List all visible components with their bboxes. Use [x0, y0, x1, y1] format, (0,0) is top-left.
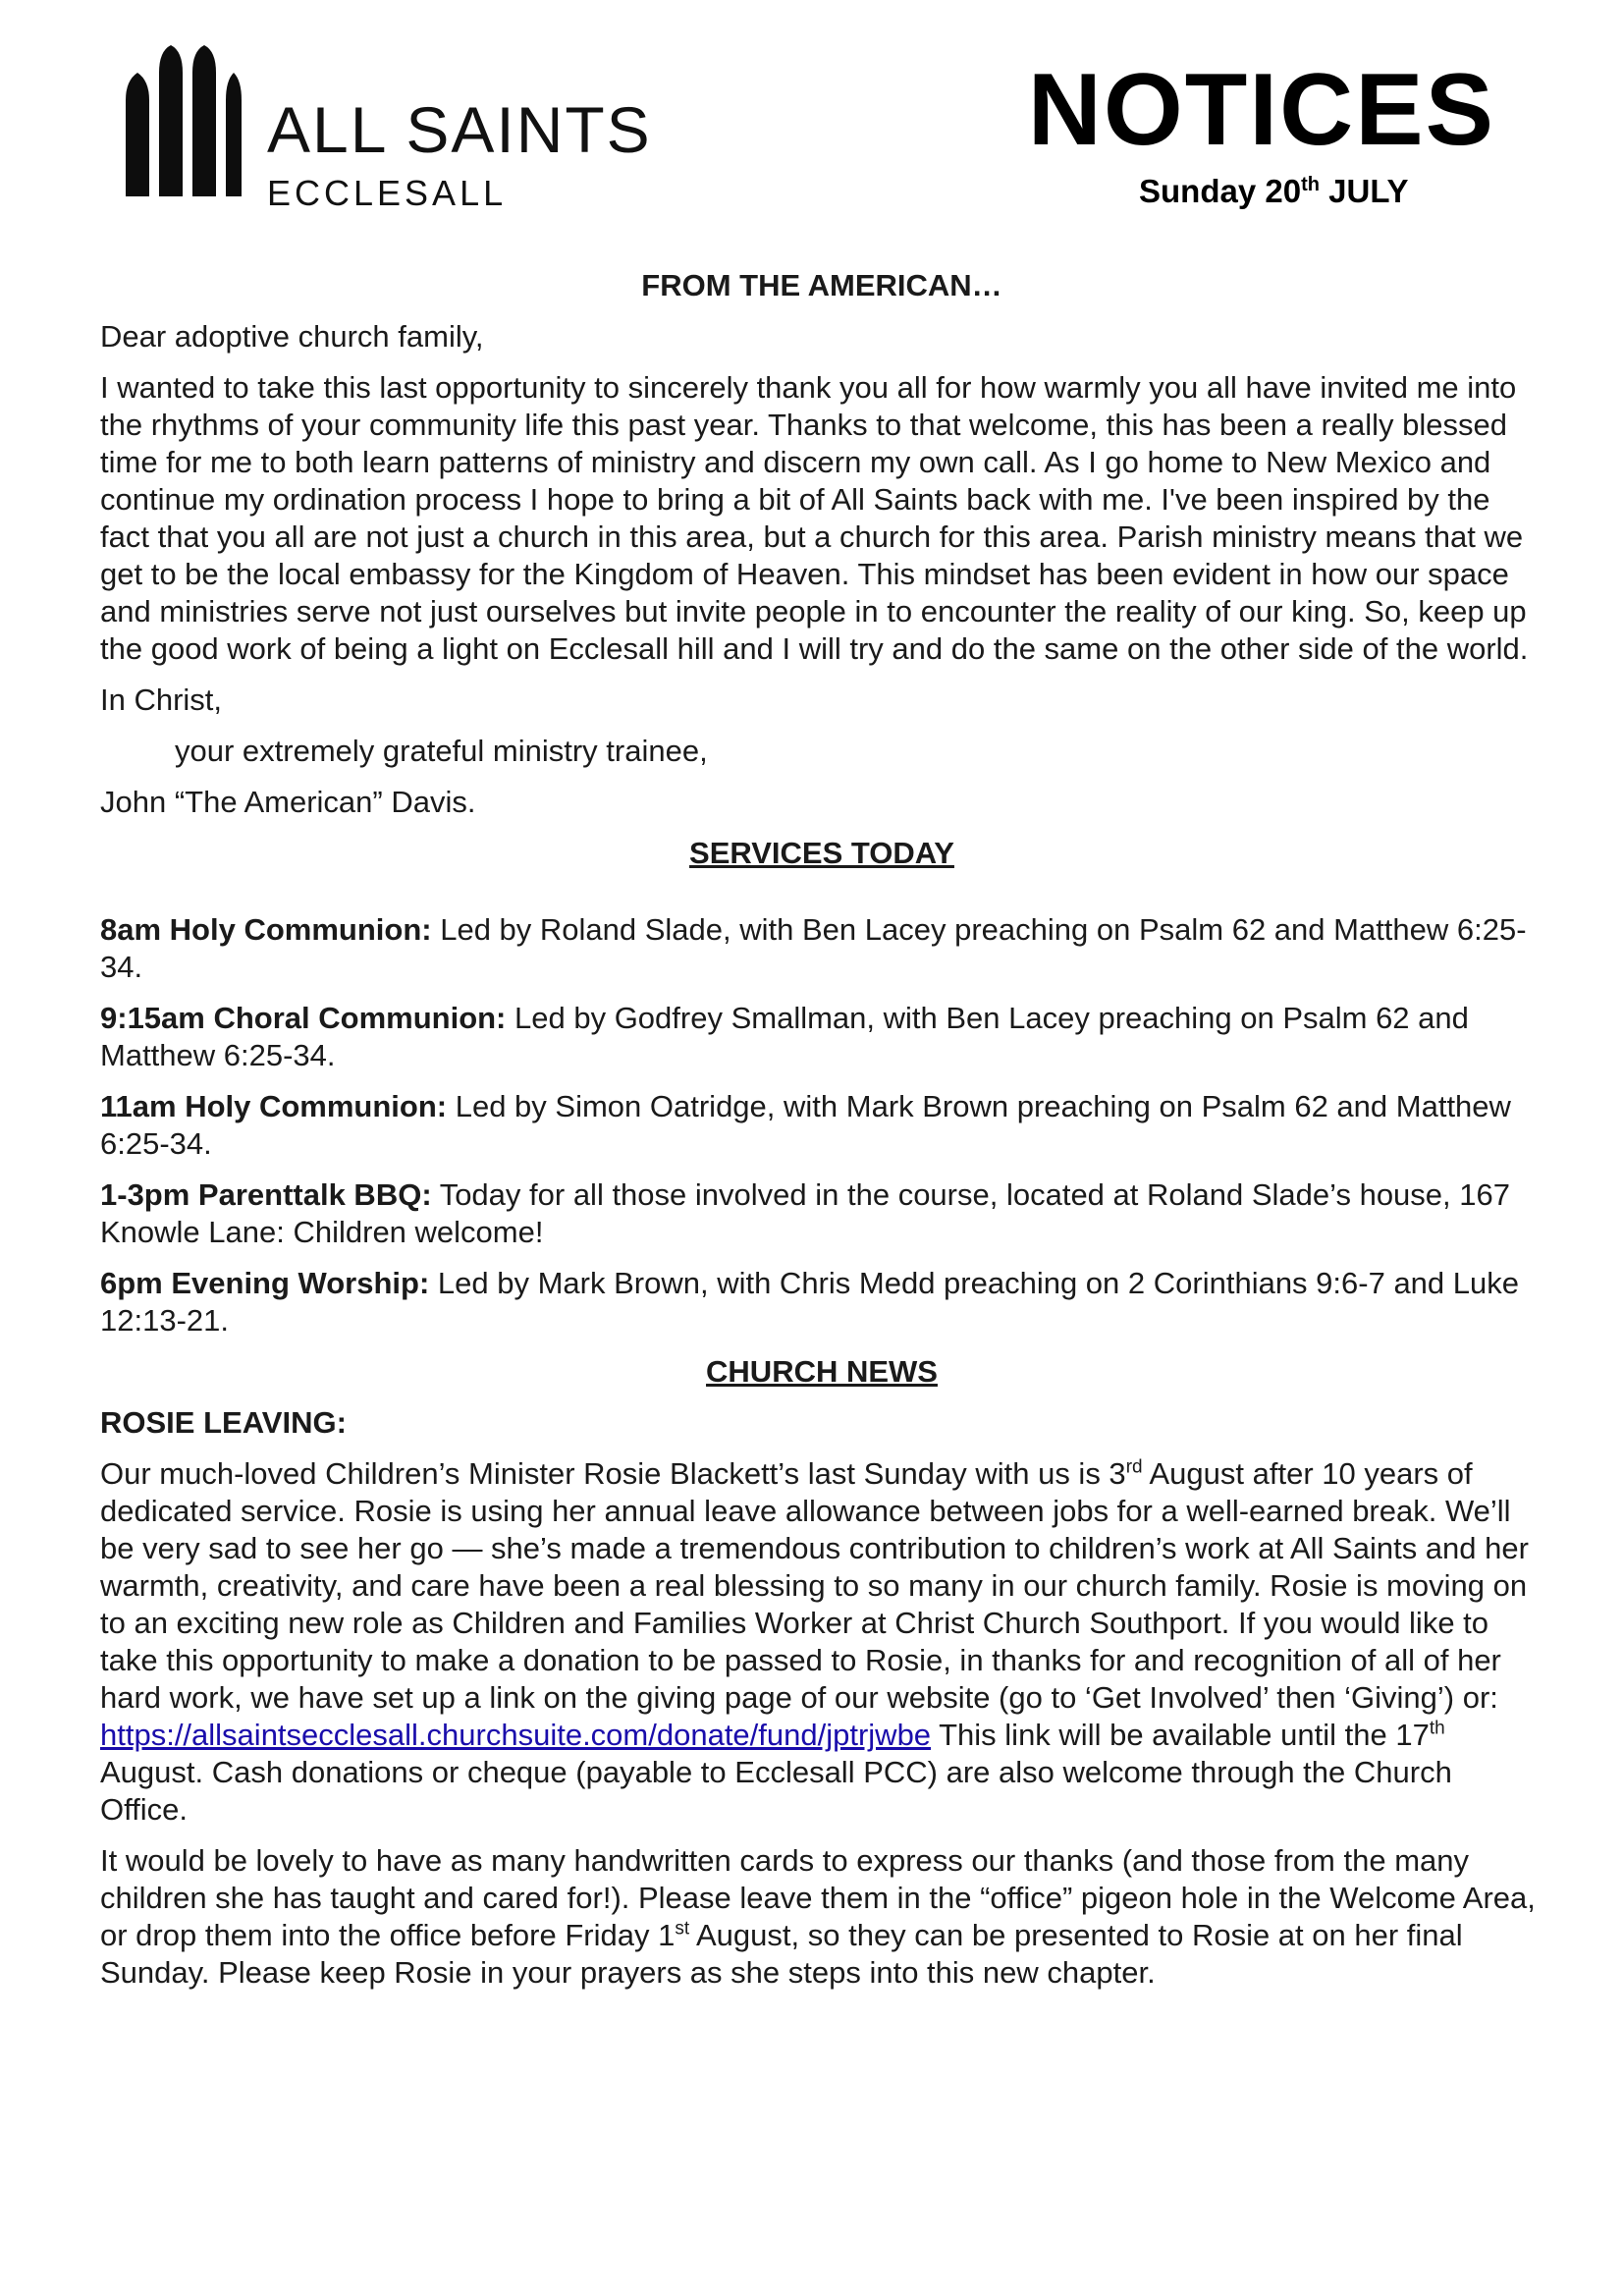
- news-heading: CHURCH NEWS: [706, 1354, 938, 1389]
- rosie-paragraph-2: It would be lovely to have as many handwritten cards to express our thanks (and those from the many children she has taught and cared for!). Please leave them in the “office” pigeon hole in the Welcome Area, or drop them into the office before Friday 1st August, so they can be presented to Rosie at on her final Sunday. Please keep Rosie in your prayers as she steps into this new chapter.: [100, 1843, 1536, 1990]
- letter-heading: FROM THE AMERICAN…: [641, 268, 1002, 302]
- rosie-paragraph-1: Our much-loved Children’s Minister Rosie Blackett’s last Sunday with us is 3rd August after 10 years of dedicated service. Rosie is using her annual leave allowance between jobs for a well-earned break. We’ll be very sad to see her go — she’s made a tremendous contribution to children’s work at All Saints and her warmth, creativity, and care have been a real blessing to so many in our church family. Rosie is moving on to an exciting new role as Children and Families Worker at Christ Church Southport. If you would like to take this opportunity to make a donation to be passed to Rosie, in thanks for and recognition of all of her hard work, we have set up a link on the giving page of our website (go to ‘Get Involved’ then ‘Giving’) or: https://allsaintsecclesall.churchsuite.com/donate/fund/jptrjwbe This link will be available until the 17th August. Cash donations or cheque (payable to Ecclesall PCC) are also welcome through the Church Office.: [100, 1456, 1529, 1827]
- donation-link[interactable]: https://allsaintsecclesall.churchsuite.com/donate/fund/jptrjwbe: [100, 1718, 932, 1752]
- church-logo: [124, 43, 654, 213]
- letter-signoff: your extremely grateful ministry trainee,: [175, 734, 708, 768]
- notices-content: [100, 267, 1543, 2005]
- notices-date: Sunday 20th JULY: [1139, 173, 1409, 209]
- logo-name: ALL SAINTS: [267, 93, 652, 166]
- service-item: 1-3pm Parenttalk BBQ: Today for all those involved in the course, located at Roland Slade’s house, 167 Knowle Lane: Children welcome!: [100, 1177, 1510, 1249]
- service-item: 6pm Evening Worship: Led by Mark Brown, with Chris Medd preaching on 2 Corinthians 9:6-7 and Luke 12:13-21.: [100, 1266, 1519, 1338]
- services-heading: SERVICES TODAY: [689, 836, 954, 870]
- service-item: 9:15am Choral Communion: Led by Godfrey Smallman, with Ben Lacey preaching on Psalm 62 and Matthew 6:25-34.: [100, 1001, 1469, 1072]
- church-arches-logo-icon: [124, 43, 242, 200]
- service-item: 11am Holy Communion: Led by Simon Oatridge, with Mark Brown preaching on Psalm 62 and Matthew 6:25-34.: [100, 1089, 1511, 1161]
- logo-subtitle: ECCLESALL: [267, 173, 508, 213]
- rosie-leaving-heading: ROSIE LEAVING:: [100, 1405, 347, 1440]
- letter-signature: John “The American” Davis.: [100, 785, 476, 819]
- letter-greeting: Dear adoptive church family,: [100, 319, 484, 354]
- service-item: 8am Holy Communion: Led by Roland Slade, with Ben Lacey preaching on Psalm 62 and Matthew 6:25-34.: [100, 912, 1527, 984]
- letter-closing: In Christ,: [100, 683, 223, 717]
- page-title: NOTICES: [1027, 53, 1495, 167]
- letter-body: I wanted to take this last opportunity to sincerely thank you all for how warmly you all have invited me into the rhythms of your community life this past year. Thanks to that welcome, this has been a really blessed time for me to both learn patterns of ministry and discern my own call. As I go home to New Mexico and continue my ordination process I hope to bring a bit of All Saints back with me. I've been inspired by the fact that you all are not just a church in this area, but a church for this area. Parish ministry means that we get to be the local embassy for the Kingdom of Heaven. This mindset has been evident in how our space and ministries serve not just ourselves but invite people in to encounter the reality of our king. So, keep up the good work of being a light on Ecclesall hill and I will try and do the same on the other side of the world.: [100, 370, 1529, 666]
